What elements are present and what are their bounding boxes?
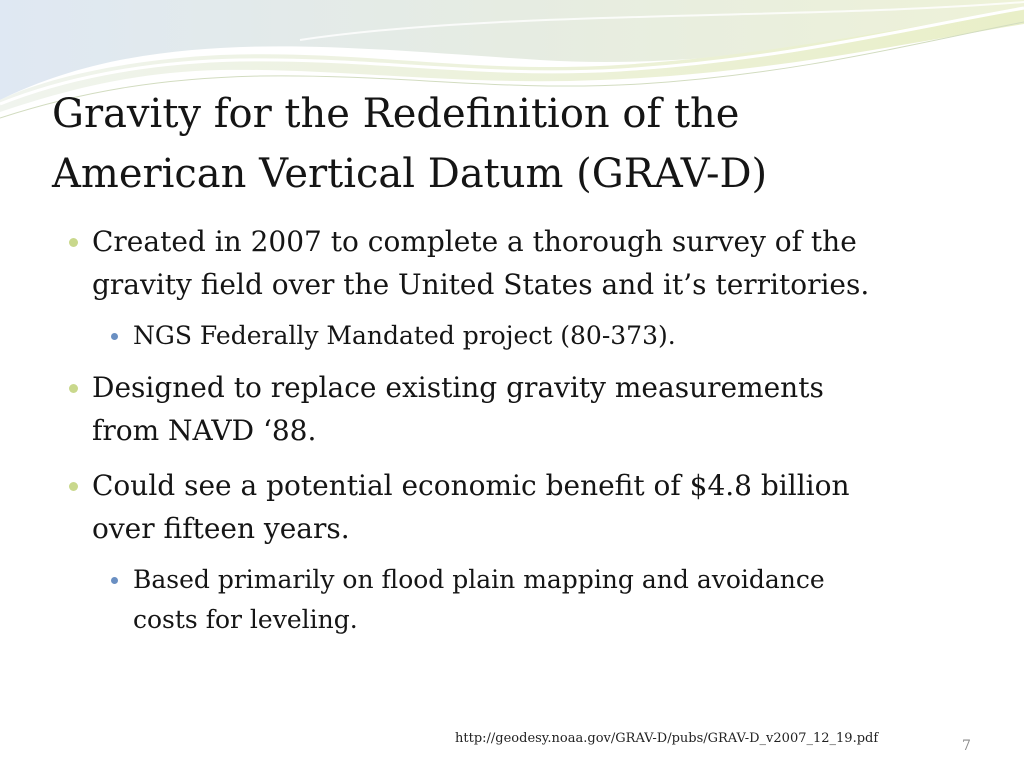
- sub-bullet-line: NGS Federally Mandated project (80-373).: [133, 321, 676, 350]
- title-line-1: Gravity for the Redefinition of the: [52, 91, 740, 137]
- bullet-marker: [69, 482, 78, 491]
- sub-bullet-marker: [111, 577, 118, 584]
- title-line-2: American Vertical Datum (GRAV-D): [52, 151, 768, 197]
- bullet-marker: [69, 238, 78, 247]
- bullet-line: over fifteen years.: [92, 512, 350, 545]
- bullet-line: Could see a potential economic benefit of $4.8 billion: [92, 469, 850, 502]
- sub-bullet-line: costs for leveling.: [133, 605, 358, 634]
- page-number: 7: [962, 738, 971, 754]
- bullet-line: from NAVD ‘88.: [92, 414, 317, 447]
- bullet-item-economic-benefit: [92, 464, 850, 550]
- bullet-item-created: [92, 220, 869, 306]
- sub-bullet-line: Based primarily on flood plain mapping and avoidance: [133, 565, 825, 594]
- bullet-line: gravity field over the United States and it’s territories.: [92, 268, 870, 301]
- bullet-item-designed: [92, 366, 824, 452]
- bullet-line: Created in 2007 to complete a thorough survey of the: [92, 225, 857, 258]
- sub-bullet-ngs-project: [133, 316, 676, 356]
- source-url: http://geodesy.noaa.gov/GRAV-D/pubs/GRAV-D_v2007_12_19.pdf: [455, 731, 879, 746]
- slide-title: [52, 84, 992, 204]
- sub-bullet-flood-plain: [133, 560, 825, 640]
- bullet-line: Designed to replace existing gravity measurements: [92, 371, 824, 404]
- sub-bullet-marker: [111, 333, 118, 340]
- bullet-marker: [69, 384, 78, 393]
